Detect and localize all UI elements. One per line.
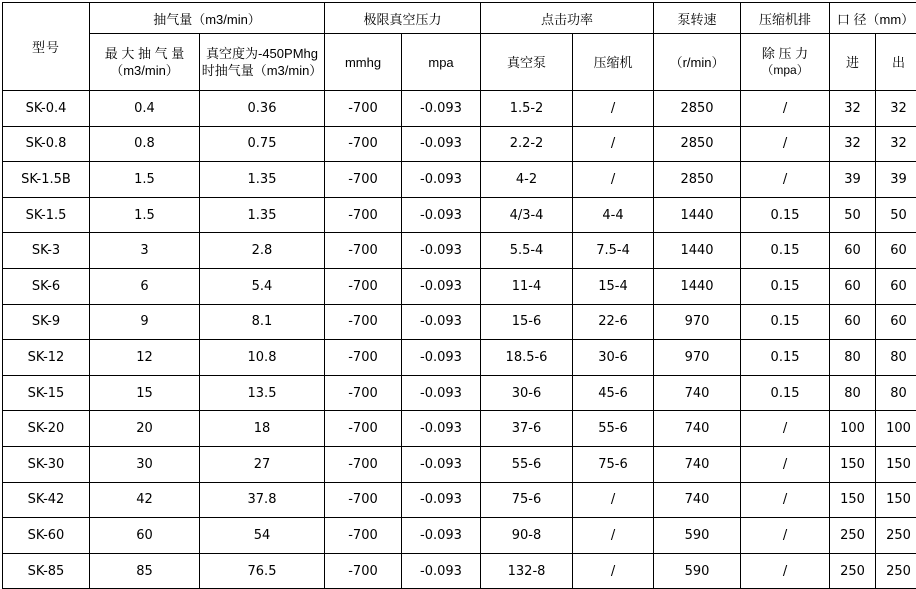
row-vacuum-mmhg: -700 <box>325 197 402 233</box>
header-flow-max-line2: （m3/min） <box>90 62 199 79</box>
row-model: SK-1.5 <box>3 197 90 233</box>
row-compressor-pressure: / <box>741 126 830 162</box>
row-power-compressor: 15-4 <box>573 268 654 304</box>
row-vacuum-mpa: -0.093 <box>402 304 481 340</box>
row-flow-max: 15 <box>90 375 200 411</box>
row-speed: 2850 <box>654 126 741 162</box>
header-vacuum-mmhg: mmhg <box>325 34 402 91</box>
row-power-pump: 75-6 <box>481 482 573 518</box>
row-vacuum-mmhg: -700 <box>325 91 402 127</box>
row-model: SK-0.4 <box>3 91 90 127</box>
row-compressor-pressure: / <box>741 411 830 447</box>
row-vacuum-mmhg: -700 <box>325 233 402 269</box>
row-flow-450: 8.1 <box>200 304 325 340</box>
row-caliber-in: 60 <box>830 304 876 340</box>
row-power-compressor: / <box>573 126 654 162</box>
row-caliber-in: 32 <box>830 126 876 162</box>
row-caliber-in: 60 <box>830 268 876 304</box>
row-caliber-in: 80 <box>830 375 876 411</box>
table-row <box>3 553 916 589</box>
table-row <box>3 233 916 269</box>
row-caliber-in: 50 <box>830 197 876 233</box>
row-flow-max: 60 <box>90 518 200 554</box>
row-vacuum-mpa: -0.093 <box>402 162 481 198</box>
row-model: SK-20 <box>3 411 90 447</box>
header-row-groups <box>3 3 916 34</box>
row-flow-max: 42 <box>90 482 200 518</box>
row-vacuum-mmhg: -700 <box>325 375 402 411</box>
row-flow-max: 0.4 <box>90 91 200 127</box>
row-vacuum-mpa: -0.093 <box>402 126 481 162</box>
row-caliber-out: 39 <box>876 162 916 198</box>
row-model: SK-9 <box>3 304 90 340</box>
row-vacuum-mpa: -0.093 <box>402 553 481 589</box>
row-flow-450: 54 <box>200 518 325 554</box>
row-compressor-pressure: / <box>741 446 830 482</box>
row-speed: 2850 <box>654 91 741 127</box>
header-power-group: 点击功率 <box>481 3 654 34</box>
row-power-pump: 4/3-4 <box>481 197 573 233</box>
row-vacuum-mpa: -0.093 <box>402 446 481 482</box>
row-speed: 590 <box>654 518 741 554</box>
row-model: SK-15 <box>3 375 90 411</box>
row-power-pump: 18.5-6 <box>481 340 573 376</box>
row-caliber-in: 39 <box>830 162 876 198</box>
table-row <box>3 482 916 518</box>
row-speed: 2850 <box>654 162 741 198</box>
row-flow-450: 5.4 <box>200 268 325 304</box>
row-vacuum-mpa: -0.093 <box>402 340 481 376</box>
row-power-compressor: 55-6 <box>573 411 654 447</box>
row-flow-max: 9 <box>90 304 200 340</box>
header-caliber-in: 进 <box>830 34 876 91</box>
row-speed: 740 <box>654 411 741 447</box>
specification-table <box>2 2 916 589</box>
row-vacuum-mmhg: -700 <box>325 268 402 304</box>
row-vacuum-mmhg: -700 <box>325 482 402 518</box>
row-compressor-pressure: 0.15 <box>741 197 830 233</box>
row-flow-max: 1.5 <box>90 162 200 198</box>
table-row <box>3 126 916 162</box>
row-model: SK-60 <box>3 518 90 554</box>
row-vacuum-mmhg: -700 <box>325 340 402 376</box>
header-flow-450-line1: 真空度为-450PMhg <box>200 45 324 62</box>
header-flow-max-line1: 最 大 抽 气 量 <box>90 45 199 62</box>
row-caliber-out: 32 <box>876 91 916 127</box>
row-vacuum-mpa: -0.093 <box>402 482 481 518</box>
row-flow-450: 1.35 <box>200 197 325 233</box>
row-power-pump: 30-6 <box>481 375 573 411</box>
row-vacuum-mpa: -0.093 <box>402 91 481 127</box>
row-flow-max: 20 <box>90 411 200 447</box>
row-caliber-out: 150 <box>876 446 916 482</box>
row-power-compressor: 4-4 <box>573 197 654 233</box>
row-flow-450: 27 <box>200 446 325 482</box>
row-flow-max: 0.8 <box>90 126 200 162</box>
row-compressor-pressure: 0.15 <box>741 304 830 340</box>
row-caliber-in: 80 <box>830 340 876 376</box>
row-speed: 970 <box>654 304 741 340</box>
header-flow-group: 抽气量（m3/min） <box>90 3 325 34</box>
table-header <box>3 3 916 91</box>
table-row <box>3 446 916 482</box>
row-speed: 1440 <box>654 233 741 269</box>
row-power-pump: 37-6 <box>481 411 573 447</box>
row-power-pump: 4-2 <box>481 162 573 198</box>
row-compressor-pressure: / <box>741 482 830 518</box>
header-caliber-group: 口 径（mm） <box>830 3 916 34</box>
row-caliber-out: 80 <box>876 375 916 411</box>
row-caliber-out: 60 <box>876 233 916 269</box>
row-power-compressor: / <box>573 553 654 589</box>
row-vacuum-mpa: -0.093 <box>402 518 481 554</box>
table-row <box>3 91 916 127</box>
row-speed: 970 <box>654 340 741 376</box>
row-power-pump: 15-6 <box>481 304 573 340</box>
row-flow-450: 0.75 <box>200 126 325 162</box>
row-flow-max: 85 <box>90 553 200 589</box>
row-power-pump: 90-8 <box>481 518 573 554</box>
row-compressor-pressure: / <box>741 162 830 198</box>
row-flow-max: 6 <box>90 268 200 304</box>
row-flow-450: 0.36 <box>200 91 325 127</box>
header-compressor-pressure-group: 压缩机排 <box>741 3 830 34</box>
header-flow-max <box>90 34 200 91</box>
row-power-compressor: 30-6 <box>573 340 654 376</box>
row-caliber-out: 100 <box>876 411 916 447</box>
row-speed: 590 <box>654 553 741 589</box>
row-caliber-in: 250 <box>830 553 876 589</box>
header-compressor-pressure-unit: （mpa） <box>741 62 829 79</box>
row-caliber-in: 150 <box>830 482 876 518</box>
row-flow-450: 37.8 <box>200 482 325 518</box>
row-flow-450: 13.5 <box>200 375 325 411</box>
row-vacuum-mpa: -0.093 <box>402 233 481 269</box>
header-row-subs <box>3 34 916 91</box>
row-vacuum-mmhg: -700 <box>325 126 402 162</box>
row-vacuum-mmhg: -700 <box>325 411 402 447</box>
row-model: SK-0.8 <box>3 126 90 162</box>
row-power-compressor: 45-6 <box>573 375 654 411</box>
table-row <box>3 411 916 447</box>
header-speed-unit: （r/min） <box>654 34 741 91</box>
row-vacuum-mpa: -0.093 <box>402 268 481 304</box>
table-row <box>3 268 916 304</box>
row-compressor-pressure: / <box>741 553 830 589</box>
row-power-compressor: / <box>573 518 654 554</box>
header-power-pump: 真空泵 <box>481 34 573 91</box>
row-compressor-pressure: 0.15 <box>741 268 830 304</box>
row-flow-450: 2.8 <box>200 233 325 269</box>
row-model: SK-85 <box>3 553 90 589</box>
row-caliber-in: 60 <box>830 233 876 269</box>
header-compressor-pressure <box>741 34 830 91</box>
row-power-pump: 1.5-2 <box>481 91 573 127</box>
row-caliber-out: 250 <box>876 553 916 589</box>
header-flow-450 <box>200 34 325 91</box>
header-vacuum-group: 极限真空压力 <box>325 3 481 34</box>
table-body <box>3 91 916 589</box>
row-model: SK-42 <box>3 482 90 518</box>
row-vacuum-mpa: -0.093 <box>402 411 481 447</box>
row-power-compressor: 22-6 <box>573 304 654 340</box>
row-compressor-pressure: 0.15 <box>741 340 830 376</box>
table-row <box>3 162 916 198</box>
row-speed: 1440 <box>654 268 741 304</box>
row-model: SK-30 <box>3 446 90 482</box>
row-vacuum-mpa: -0.093 <box>402 375 481 411</box>
row-caliber-out: 60 <box>876 304 916 340</box>
row-vacuum-mmhg: -700 <box>325 304 402 340</box>
row-caliber-out: 32 <box>876 126 916 162</box>
row-power-compressor: / <box>573 482 654 518</box>
row-vacuum-mmhg: -700 <box>325 553 402 589</box>
row-speed: 1440 <box>654 197 741 233</box>
row-caliber-in: 100 <box>830 411 876 447</box>
row-power-pump: 5.5-4 <box>481 233 573 269</box>
row-power-pump: 132-8 <box>481 553 573 589</box>
row-power-pump: 55-6 <box>481 446 573 482</box>
header-caliber-out: 出 <box>876 34 916 91</box>
table-row <box>3 304 916 340</box>
row-model: SK-6 <box>3 268 90 304</box>
header-flow-450-line2: 时抽气量（m3/min） <box>200 62 324 79</box>
row-power-compressor: 75-6 <box>573 446 654 482</box>
row-model: SK-3 <box>3 233 90 269</box>
row-caliber-in: 32 <box>830 91 876 127</box>
row-power-pump: 11-4 <box>481 268 573 304</box>
row-flow-max: 3 <box>90 233 200 269</box>
header-vacuum-mpa: mpa <box>402 34 481 91</box>
row-speed: 740 <box>654 446 741 482</box>
row-vacuum-mmhg: -700 <box>325 162 402 198</box>
row-caliber-out: 250 <box>876 518 916 554</box>
row-caliber-out: 60 <box>876 268 916 304</box>
row-flow-max: 30 <box>90 446 200 482</box>
row-compressor-pressure: / <box>741 91 830 127</box>
row-flow-max: 12 <box>90 340 200 376</box>
row-compressor-pressure: 0.15 <box>741 375 830 411</box>
table-row <box>3 340 916 376</box>
row-flow-450: 18 <box>200 411 325 447</box>
spec-sheet <box>0 2 916 511</box>
row-speed: 740 <box>654 482 741 518</box>
table-row <box>3 518 916 554</box>
row-power-compressor: / <box>573 91 654 127</box>
row-caliber-in: 250 <box>830 518 876 554</box>
table-row <box>3 375 916 411</box>
row-power-compressor: / <box>573 162 654 198</box>
row-model: SK-12 <box>3 340 90 376</box>
row-caliber-out: 150 <box>876 482 916 518</box>
row-compressor-pressure: / <box>741 518 830 554</box>
row-power-pump: 2.2-2 <box>481 126 573 162</box>
row-flow-max: 1.5 <box>90 197 200 233</box>
header-model: 型号 <box>3 3 90 91</box>
row-caliber-out: 80 <box>876 340 916 376</box>
row-flow-450: 1.35 <box>200 162 325 198</box>
row-caliber-out: 50 <box>876 197 916 233</box>
header-speed-group: 泵转速 <box>654 3 741 34</box>
row-flow-450: 76.5 <box>200 553 325 589</box>
row-power-compressor: 7.5-4 <box>573 233 654 269</box>
row-compressor-pressure: 0.15 <box>741 233 830 269</box>
row-vacuum-mpa: -0.093 <box>402 197 481 233</box>
row-flow-450: 10.8 <box>200 340 325 376</box>
table-row <box>3 197 916 233</box>
header-power-compressor: 压缩机 <box>573 34 654 91</box>
row-model: SK-1.5B <box>3 162 90 198</box>
row-caliber-in: 150 <box>830 446 876 482</box>
row-vacuum-mmhg: -700 <box>325 446 402 482</box>
header-compressor-pressure-line2: 除 压 力 <box>741 45 829 62</box>
row-vacuum-mmhg: -700 <box>325 518 402 554</box>
row-speed: 740 <box>654 375 741 411</box>
